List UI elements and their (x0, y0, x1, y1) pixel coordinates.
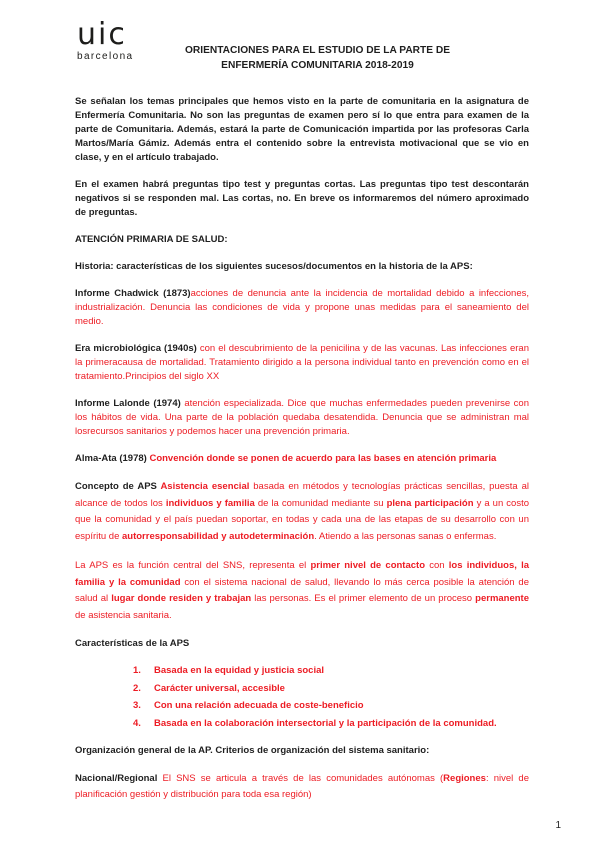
list-item (75, 699, 529, 712)
list-item (75, 682, 529, 695)
aps-section-heading (75, 233, 529, 247)
text-run: autorresponsabilidad y autodeterminación (122, 530, 315, 542)
alma-ata-paragraph (75, 452, 529, 466)
text-run: Nacional/Regional (75, 772, 163, 784)
text-run: individuos y familia (165, 497, 255, 509)
uic-logo-wordmark: uic (77, 17, 127, 52)
concepto-aps-paragraph (75, 479, 529, 545)
text-run: atención especializada. Dice que muchas enfermedades pueden prevenirse con los hábitos de vida. Una parte de la población quedaba desatendida. Denuncia que se administran mal losrecursos sanitarios y podemos hacer una prevención primaria. (75, 398, 529, 437)
text-run: lugar donde residen y trabajan (111, 593, 252, 604)
list-item-text: Carácter universal, accesible (154, 682, 285, 694)
document-title-line1: ORIENTACIONES PARA EL ESTUDIO DE LA PARTE DE (184, 45, 451, 56)
text-run: los individuos, la familia y la comunidad (75, 560, 530, 588)
text-run: con el descubrimiento de la penicilina y de las vacunas. Las infecciones eran la primeracausa de mortalidad. Tratamiento dirigido a la persona individual tanto en prevención como en el tratamiento.Principios del siglo XX (75, 343, 529, 382)
text-run: Regiones (443, 772, 486, 784)
text-run: . Atiendo a las personas sanas o enfermas. (314, 530, 497, 542)
list-item-number: 4. (133, 717, 141, 729)
text-run: El SNS se articula a través de las comunidades autónomas ( (162, 772, 444, 784)
text-run: Historia: características de los siguientes sucesos/documentos en la historia de la APS: (75, 261, 473, 272)
list-item (75, 717, 529, 730)
era-microbiologica-paragraph (75, 342, 529, 384)
text-run: acciones de denuncia ante la incidencia de mortalidad debido a infecciones, industrialización. Denuncia las condiciones de vida y propone unas medidas para el saneamiento del medio. (75, 288, 529, 327)
text-run: permanente (475, 593, 530, 604)
text-run: las personas. Es el primer elemento de un proceso (251, 593, 476, 604)
text-run: de la comunidad mediante su (254, 497, 387, 509)
text-run: ATENCIÓN PRIMARIA DE SALUD: (75, 234, 228, 245)
text-run: plena participación (386, 497, 474, 509)
uic-logo-city: barcelona (77, 51, 134, 62)
text-run: Concepto de APS (75, 481, 161, 492)
list-item-number: 2. (133, 682, 141, 694)
text-run: Organización general de la AP. Criterios de organización del sistema sanitario: (75, 744, 430, 756)
list-item-text: Basada en la equidad y justicia social (154, 665, 325, 676)
informe-chadwick-paragraph (75, 287, 529, 329)
aps-funcion-central-paragraph (75, 558, 529, 624)
text-run: Alma-Ata (1978) (75, 453, 147, 464)
intro-paragraph (75, 95, 529, 165)
caracteristicas-heading (75, 637, 529, 651)
text-run: primer nivel de contacto (310, 560, 426, 571)
text-run: Asistencia esencial (160, 481, 254, 492)
document-title (105, 44, 530, 73)
text-run: y a un costo que la comunidad y el país puedan soportar, en todas y cada una de las etapas de su desarrollo con un espíritu de (75, 497, 529, 542)
text-run: de asistencia sanitaria. (75, 609, 172, 621)
list-item-text: Basada en la colaboración intersectorial y la participación de la comunidad. (154, 717, 497, 729)
text-run: Convención donde se ponen de acuerdo para las bases en atención primaria (146, 453, 497, 464)
caracteristicas-list (75, 664, 529, 730)
list-item-number: 3. (133, 700, 141, 711)
list-item-text: Con una relación adecuada de coste-beneficio (154, 700, 364, 711)
text-run: basada en métodos y tecnologías prácticas sencillas, puesta al alcance de todos los (75, 481, 529, 509)
text-run: Era microbiológica (1940s) (75, 343, 197, 354)
page-number: 1 (555, 820, 561, 831)
text-run: En el examen habrá preguntas tipo test y preguntas cortas. Las preguntas tipo test descontarán negativos si se responden mal. Las cortas, no. En breve os informaremos del número aproximado de preguntas. (75, 179, 529, 218)
text-run: Informe Lalonde (1974) (75, 398, 181, 409)
text-run: Informe Chadwick (1873) (75, 288, 191, 299)
list-item-number: 1. (133, 665, 141, 676)
exam-format-paragraph (75, 178, 529, 220)
text-run: Características de la APS (75, 638, 190, 649)
organizacion-heading (75, 744, 529, 758)
text-run: con el sistema nacional de salud, llevando lo más cerca posible la atención de salud al (75, 576, 529, 604)
document-title-line2: ENFERMERÍA COMUNITARIA 2018-2019 (221, 59, 414, 71)
nacional-regional-paragraph (75, 771, 529, 804)
text-run: Se señalan los temas principales que hemos visto en la parte de comunitaria en la asignatura de Enfermería Comunitaria. No son las preguntas de examen pero sí lo que entra para examen de la parte de Comunitaria. Además, estará la parte de Comunicación impartida por las profesoras Carla Martos/María Gámiz. Además entra el contenido sobre la entrevista motivacional que se vio en clase, y en el artículo trabajado. (75, 96, 529, 163)
text-run: con (425, 560, 449, 571)
list-item (75, 664, 529, 677)
informe-lalonde-paragraph (75, 397, 529, 439)
historia-heading (75, 260, 529, 274)
text-run: La APS es la función central del SNS, representa el (75, 560, 311, 571)
text-run: : nivel de planificación gestión y distribución para toda esa región) (75, 772, 529, 800)
document-body (75, 95, 529, 817)
